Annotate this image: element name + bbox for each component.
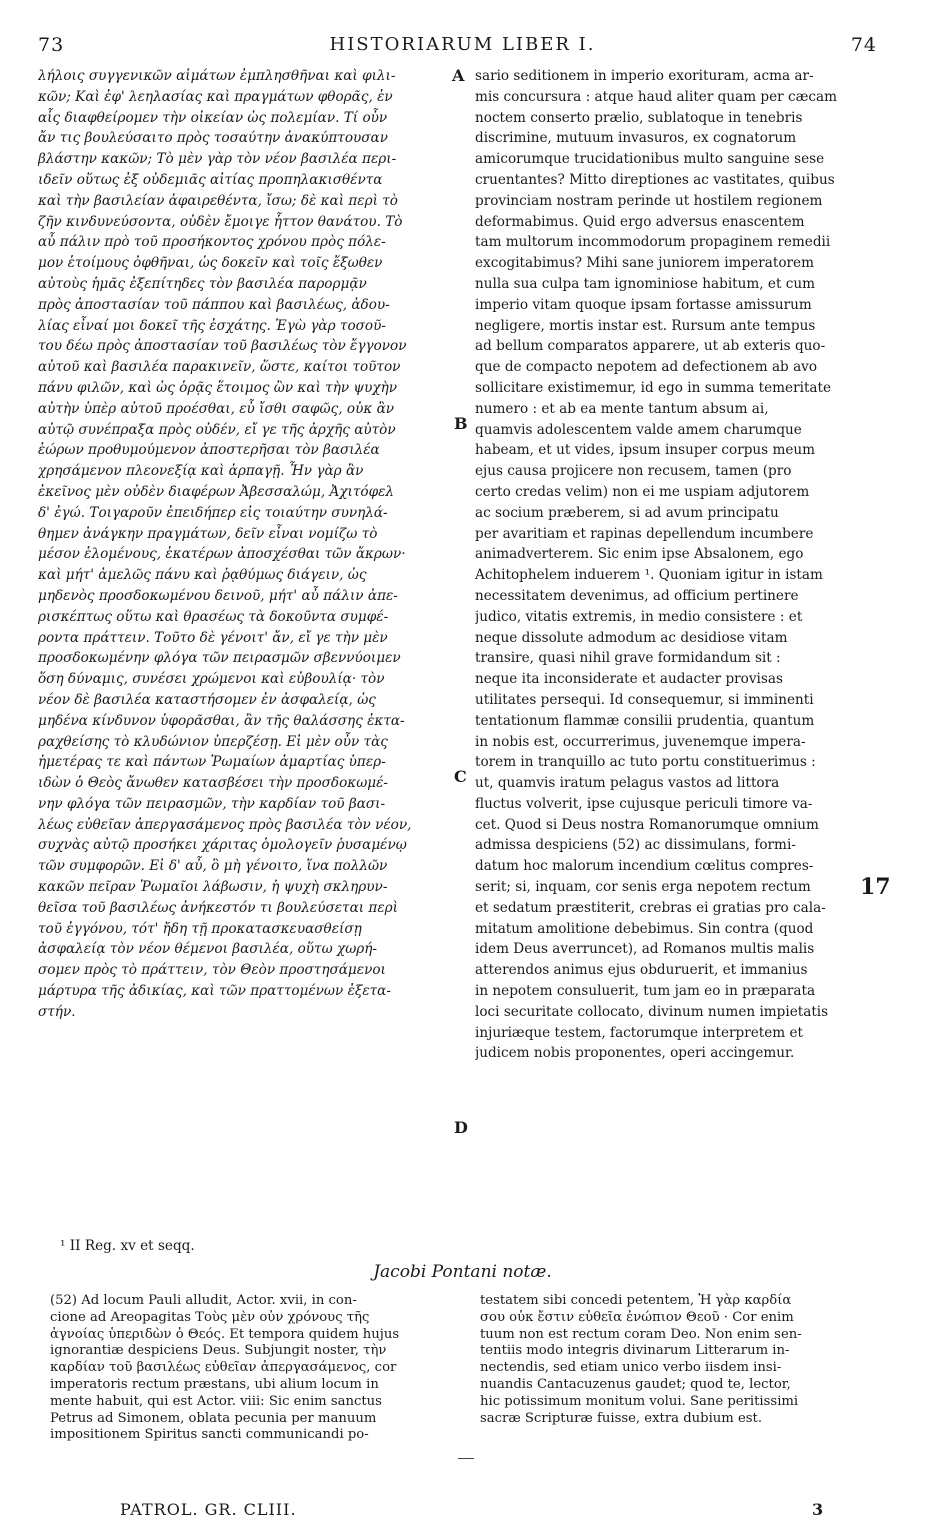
greek-text-line: αὐτοῦ καὶ βασιλέα παρακινεῖν, ὥστε, καίτοι τοῦτον xyxy=(38,359,401,376)
greek-text-line: αἷς διαφθείρομεν τὴν οἰκείαν ὡς πολεμίαν. Τί οὖν xyxy=(38,109,388,126)
latin-text-line: transire, quasi nihil grave formidandum sit : xyxy=(475,650,781,667)
section-marker-d: D xyxy=(454,1118,468,1137)
right-page-number: 74 xyxy=(850,34,877,56)
running-title: HISTORIARUM LIBER I. xyxy=(329,34,596,55)
margin-number: 17 xyxy=(860,874,891,900)
greek-text-line: καὶ μήτ' ἀμελῶς πάνυ καὶ ῥᾳθύμως διάγειν, ὡς xyxy=(38,567,367,584)
latin-text-line: nulla sua culpa tam ignominiose habitum, et cum xyxy=(475,275,816,292)
greek-text-line: νέον δὲ βασιλέα καταστήσομεν ἐν ἀσφαλείᾳ, ὡς xyxy=(38,691,376,708)
latin-text-line: Achitophelem induerem ¹. Quoniam igitur in istam xyxy=(475,567,823,584)
greek-text-line: σομεν πρὸς τὸ πράττειν, τὸν Θεὸν προστησάμενοι xyxy=(38,962,386,979)
note-line: sacræ Scripturæ fuisse, extra dubium est. xyxy=(480,1410,763,1426)
section-marker-a: A xyxy=(452,66,465,85)
latin-text-line: que de compacto nepotem ad defectionem ab avo xyxy=(475,359,818,376)
section-marker-b: B xyxy=(454,414,468,433)
greek-text-line: δ' ἐγώ. Τοιγαροῦν ἐπειδήπερ εἰς τοιαύτην συνηλά- xyxy=(38,504,388,521)
latin-text-line: tam multorum incommodorum propaginem remedii xyxy=(475,234,831,251)
latin-text-line: torem in tranquillo ac tuto portu constituerimus : xyxy=(475,754,816,771)
latin-text-line: deformabimus. Quid ergo adversus enascentem xyxy=(475,213,805,230)
separator-rule xyxy=(458,1458,474,1459)
greek-text-line: μηδένα κίνδυνον ὑφορᾶσθαι, ἂν τῆς θαλάσσης ἐκτα- xyxy=(38,712,405,729)
greek-text-line: ρισκέπτως οὕτω καὶ θρασέως τὰ δοκοῦντα συμφέ- xyxy=(38,608,389,625)
greek-text-line: ραχθείσης τὸ κλυδώνιον ὑπερζέσῃ. Εἰ μὲν οὖν τὰς xyxy=(38,733,388,750)
latin-text-line: animadverterem. Sic enim ipse Absalonem, ego xyxy=(475,546,804,563)
greek-text-line: λέως εὐθεῖαν ἀπεργασάμενος πρὸς βασιλέα τὸν νέον, xyxy=(38,816,412,833)
greek-text-line: μέσον ἑλομένους, ἑκατέρων ἀποσχέσθαι τῶν ἄκρων· xyxy=(38,546,406,563)
latin-text-line: fluctus volverit, ipse cujusque periculi timore va- xyxy=(475,795,813,812)
latin-text-line: neque dissolute admodum ac desidiose vitam xyxy=(475,629,788,646)
greek-text-line: τῶν συμφορῶν. Εἰ δ' αὖ, ὃ μὴ γένοιτο, ἵνα πολλῶν xyxy=(38,858,388,875)
latin-text-line: cet. Quod si Deus nostra Romanorumque omnium xyxy=(475,816,819,833)
notes-title: Jacobi Pontani notæ. xyxy=(373,1262,552,1282)
greek-text-line: ροντα πράττειν. Τοῦτο δὲ γένοιτ' ἄν, εἴ γε τὴν μὲν xyxy=(38,629,388,646)
section-marker-c: C xyxy=(454,767,467,786)
latin-text-line: ejus causa projicere non recusem, tamen (pro xyxy=(475,463,792,480)
latin-text-line: serit; si, inquam, cor senis erga nepotem rectum xyxy=(475,879,811,896)
latin-text-line: imperio vitam quoque ipsam fortasse amissurum xyxy=(475,296,812,313)
note-line: (52) Ad locum Pauli alludit, Actor. xvii, in con- xyxy=(50,1293,357,1308)
footnote: ¹ II Reg. xv et seqq. xyxy=(60,1238,195,1254)
latin-text-line: tentationum flammæ consilii prudentia, quantum xyxy=(475,712,815,729)
left-page-number: 73 xyxy=(38,34,65,56)
latin-text-line: judicem nobis proponentes, operi accingemur. xyxy=(475,1045,795,1062)
greek-text-line: αὐτῷ συνέπραξα πρὸς οὐδέν, εἴ γε τῆς ἀρχῆς αὐτὸν xyxy=(38,421,396,438)
latin-text-line: amicorumque trucidationibus multo sanguine sese xyxy=(475,151,825,168)
note-line: καρδίαν τοῦ βασιλέως εὐθεῖαν ἀπεργασάμενος, cor xyxy=(50,1360,397,1376)
latin-text-line: utilitates persequi. Id consequemur, si imminenti xyxy=(475,691,814,708)
note-line: nuandis Cantacuzenus gaudet; quod te, lector, xyxy=(480,1376,791,1392)
greek-text-line: καὶ τὴν βασιλείαν ἀφαιρεθέντα, ἴσω; δὲ καὶ περὶ τὸ xyxy=(38,192,398,209)
greek-text-line: λίας εἶναί μοι δοκεῖ τῆς ἐσχάτης. Ἐγὼ γὰρ τοσοῦ- xyxy=(38,317,386,334)
notes-right-column xyxy=(480,1293,900,1427)
greek-text-line: θημεν ἀνάγκην πραγμάτων, δεῖν εἶναι νομίζω τὸ xyxy=(38,525,378,542)
greek-text-line: κακῶν πεῖραν Ῥωμαῖοι λάβωσιν, ἡ ψυχὴ σκληρυν- xyxy=(38,879,388,896)
latin-text-line: quamvis adolescentem valde amem charumque xyxy=(475,421,802,438)
greek-text-line: ἑώρων προθυμούμενον ἀποστερῆσαι τὸν βασιλέα xyxy=(38,442,380,459)
latin-text-column xyxy=(475,66,895,1064)
latin-text-line: ac socium præberem, si ad avum principatu xyxy=(475,504,779,521)
greek-text-line: στήν. xyxy=(38,1003,76,1020)
greek-text-line: ιδὼν ὁ Θεὸς ἄνωθεν κατασβέσει τὴν προσδοκωμέ- xyxy=(38,775,389,792)
latin-text-line: cruentantes? Mitto direptiones ac vastitates, quibus xyxy=(475,171,835,188)
greek-text-line: τοῦ ἐγγόνου, τότ' ἤδη τῇ προκατασκευασθείσῃ xyxy=(38,920,362,937)
note-line: mente habuit, qui est Actor. viii: Sic enim sanctus xyxy=(50,1393,382,1409)
note-line: testatem sibi concedi petentem, Ἡ γὰρ καρδία xyxy=(480,1293,792,1308)
latin-text-line: judico, vitatis extremis, in medio consistere : et xyxy=(475,608,803,625)
latin-text-line: mis concursura : atque haud aliter quam per cæcam xyxy=(475,88,837,105)
latin-text-line: sario seditionem in imperio exorituram, acma ar- xyxy=(475,68,814,84)
latin-text-line: in nepotem consuluerit, tum jam eo in præparata xyxy=(475,983,816,1000)
greek-text-line: ζῆν κινδυνεύσοντα, οὐδὲν ἔμοιγε ἧττον θανάτου. Τὸ xyxy=(38,213,403,230)
latin-text-line: in nobis est, occurrerimus, juvenemque impera- xyxy=(475,733,806,750)
greek-text-line: του δέω πρὸς ἀποστασίαν τοῦ βασιλέως τὸν ἔγγονον xyxy=(38,338,407,355)
signature-number: 3 xyxy=(812,1500,825,1519)
greek-text-line: θεῖσα τοῦ βασιλέως ἀνήκεστόν τι βουλεύσεται περὶ xyxy=(38,899,398,916)
greek-text-line: ὅση δύναμις, συνέσει χρώμενοι καὶ εὐβουλίᾳ· τὸν xyxy=(38,671,385,688)
note-line: tuum non est rectum coram Deo. Non enim sen- xyxy=(480,1326,802,1342)
latin-text-line: negligere, mortis instar est. Rursum ante tempus xyxy=(475,317,816,334)
greek-text-column xyxy=(38,66,448,1023)
greek-text-line: πάνυ φιλῶν, καὶ ὡς ὁρᾷς ἕτοιμος ὢν καὶ τὴν ψυχὴν xyxy=(38,379,397,396)
latin-text-line: discrimine, mutuum invasuros, ex cognatorum xyxy=(475,130,797,147)
greek-text-line: ἐκεῖνος μὲν οὐδὲν διαφέρων Ἀβεσσαλώμ, Ἀχιτόφελ xyxy=(38,483,395,500)
latin-text-line: loci securitate collocato, divinum numen impietatis xyxy=(475,1003,829,1020)
greek-text-line: ιδεῖν οὕτως ἐξ οὐδεμιᾶς αἰτίας προπηλακισθέντα xyxy=(38,171,383,188)
note-line: imperatoris rectum præstans, ubi alium locum in xyxy=(50,1376,379,1392)
note-line: hic potissimum monitum volui. Sane peritissimi xyxy=(480,1393,799,1409)
greek-text-line: πρὸς ἀποστασίαν τοῦ πάππου καὶ βασιλέως, ἀδου- xyxy=(38,296,390,313)
greek-text-line: αὐτοὺς ἡμᾶς ἐξεπίτηδες τὸν βασιλέα παρορμᾷν xyxy=(38,275,367,292)
greek-text-line: μάρτυρα τῆς ἀδικίας, καὶ τῶν πραττομένων ἐξετα- xyxy=(38,983,391,1000)
greek-text-line: συχνὰς αὐτῷ προσήκει χάριτας ὁμολογεῖν ῥυσαμένῳ xyxy=(38,837,407,854)
greek-text-line: ἀσφαλείᾳ τὸν νέον θέμενοι βασιλέα, οὕτω χωρή- xyxy=(38,941,378,958)
note-line: ignorantiæ despiciens Deus. Subjungit noster, τὴν xyxy=(50,1343,387,1359)
latin-text-line: ut, quamvis iratum pelagus vastos ad littora xyxy=(475,775,780,792)
latin-text-line: datum hoc malorum incendium cœlitus compres- xyxy=(475,858,814,875)
greek-text-line: βλάστην κακῶν; Τὸ μὲν γὰρ τὸν νέον βασιλέα περι- xyxy=(38,151,397,168)
latin-text-line: provinciam nostram perinde ut hostilem regionem xyxy=(475,192,823,209)
note-line: impositionem Spiritus sancti communicandi po- xyxy=(50,1427,369,1443)
latin-text-line: noctem conserto prælio, sublatoque in tenebris xyxy=(475,109,803,126)
greek-text-line: αὖ πάλιν πρὸ τοῦ προσήκοντος χρόνου πρὸς πόλε- xyxy=(38,234,386,251)
latin-text-line: certo credas velim) non ei me uspiam adjutorem xyxy=(475,483,810,500)
note-line: nectendis, sed etiam unico verbo iisdem insi- xyxy=(480,1360,782,1376)
note-line: tentiis modo integris divinarum Litterarum in- xyxy=(480,1343,790,1359)
greek-text-line: ἄν τις βουλεύσαιτο πρὸς τοσαύτην ἀνακύπτουσαν xyxy=(38,130,388,147)
latin-text-line: excogitabimus? Mihi sane juniorem imperatorem xyxy=(475,255,814,272)
greek-text-line: μηδενὸς προσδοκωμένου δεινοῦ, μήτ' αὖ πάλιν ἀπε- xyxy=(38,587,398,604)
latin-text-line: mitatum amolitione debebimus. Sin contra (quod xyxy=(475,920,814,937)
latin-text-line: habeam, et ut vides, ipsum insuper corpus meum xyxy=(475,442,816,459)
greek-text-line: προσδοκωμένην φλόγα τῶν πειρασμῶν σβεννύοιμεν xyxy=(38,650,401,667)
greek-text-line: λήλοις συγγενικῶν αἱμάτων ἐμπλησθῆναι καὶ φιλι- xyxy=(38,68,396,84)
signature-mark: PATROL. GR. CLIII. xyxy=(120,1500,297,1519)
note-line: σου οὐκ ἔστιν εὐθεῖα ἐνώπιον Θεοῦ · Cor enim xyxy=(480,1309,794,1325)
latin-text-line: numero : et ab ea mente tantum absum ai, xyxy=(475,400,769,417)
latin-text-line: idem Deus averruncet), ad Romanos multis malis xyxy=(475,941,815,958)
latin-text-line: sollicitare existimemur, id ego in summa temeritate xyxy=(475,379,832,396)
note-line: Petrus ad Simonem, oblata pecunia per manuum xyxy=(50,1410,377,1426)
latin-text-line: per avaritiam et rapinas depellendum incumbere xyxy=(475,525,814,542)
greek-text-line: αὐτὴν ὑπὲρ αὐτοῦ προέσθαι, εὖ ἴσθι σαφῶς, οὐκ ἂν xyxy=(38,400,395,417)
latin-text-line: ad bellum comparatos apparere, ut ab exteris quo- xyxy=(475,338,826,355)
greek-text-line: χρησάμενον πλεονεξίᾳ καὶ ἁρπαγῇ. Ἦν γὰρ ἂν xyxy=(38,463,364,480)
latin-text-line: necessitatem devenimus, ad officium pertinere xyxy=(475,587,799,604)
notes-left-column xyxy=(50,1293,455,1444)
latin-text-line: atterendos animus ejus obduruerit, et immanius xyxy=(475,962,808,979)
greek-text-line: μον ἑτοίμους ὀφθῆναι, ὡς δοκεῖν καὶ τοῖς ἔξωθεν xyxy=(38,255,383,272)
note-line: ἀγνοίας ὑπεριδὼν ὁ Θεός. Et tempora quidem hujus xyxy=(50,1326,400,1342)
latin-text-line: neque ita inconsiderate et audacter provisas xyxy=(475,671,783,688)
greek-text-line: κῶν; Καὶ ἐφ' λεηλασίας καὶ πραγμάτων φθορᾶς, ἐν xyxy=(38,88,393,105)
note-line: cione ad Areopagitas Τοὺς μὲν οὖν χρόνους τῆς xyxy=(50,1309,370,1325)
latin-text-line: admissa despiciens (52) ac dissimulans, formi- xyxy=(475,837,796,854)
latin-text-line: et sedatum præstiterit, crebras ei gratias pro cala- xyxy=(475,899,826,916)
latin-text-line: injuriæque testem, factorumque interpretem et xyxy=(475,1024,803,1041)
greek-text-line: νην φλόγα τῶν πειρασμῶν, τὴν καρδίαν τοῦ βασι- xyxy=(38,795,386,812)
greek-text-line: ἡμετέρας τε καὶ πάντων Ῥωμαίων ἁμαρτίας ὑπερ- xyxy=(38,754,386,771)
